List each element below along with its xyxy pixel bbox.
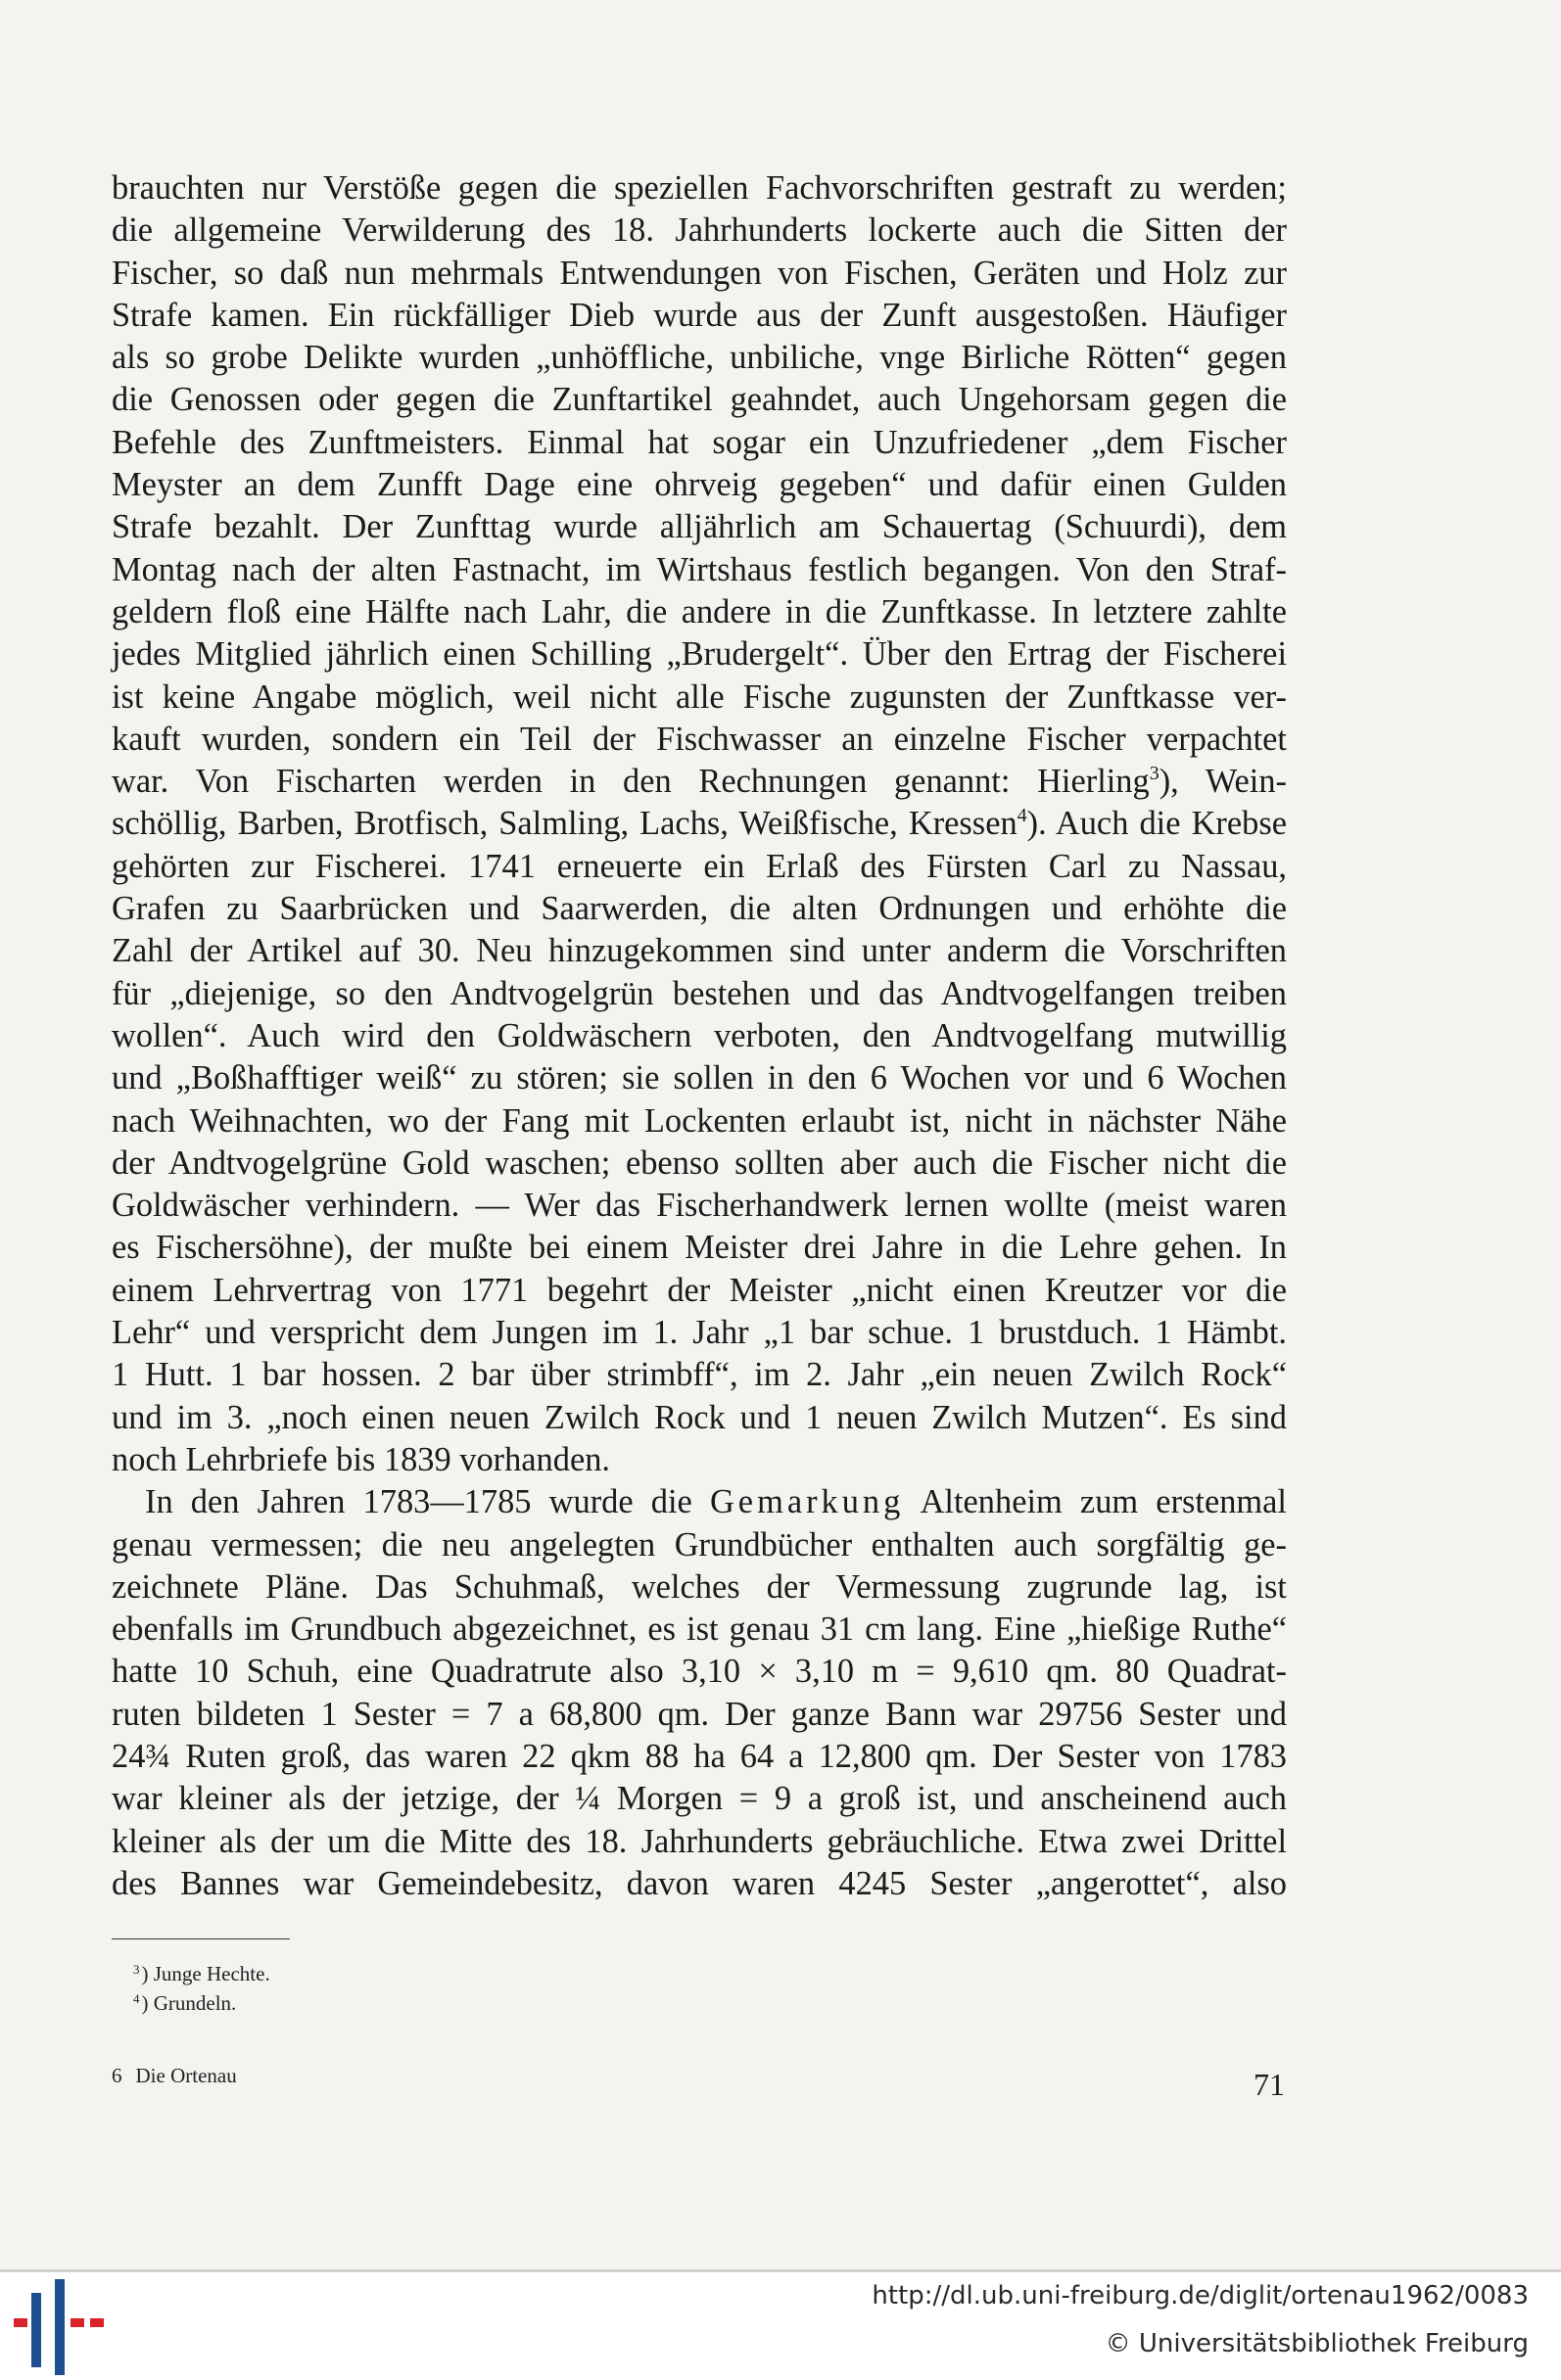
text-line: Strafe kamen. Ein rückfälliger Dieb wurde aus der Zunft ausgestoßen. Häufiger <box>112 296 1287 334</box>
text-line: die Genossen oder gegen die Zunftartikel geahndet, auch Ungehorsam gegen die <box>112 381 1287 419</box>
page-number: 71 <box>1254 2067 1285 2102</box>
footnote <box>133 1959 270 1988</box>
footnote-divider <box>112 1938 290 1939</box>
text-line: die allgemeine Verwilderung des 18. Jahrhunderts lockerte auch die Sitten der <box>112 211 1287 250</box>
text-line: Lehr“ und verspricht dem Jungen im 1. Jahr „1 bar schue. 1 brustduch. 1 Hämbt. <box>112 1314 1287 1352</box>
logo-dash-far-right <box>90 2318 104 2327</box>
text-line: genau vermessen; die neu angelegten Grundbücher enthalten auch sorgfältig ge- <box>112 1525 1287 1563</box>
text-segment: schöllig, Barben, Brotfisch, Salmling, Lachs, Weißfische, Kressen <box>112 805 1017 843</box>
body-text <box>112 167 1287 1905</box>
text-line: Befehle des Zunftmeisters. Einmal hat sogar ein Unzufriedener „dem Fischer <box>112 423 1287 461</box>
footnote-text: ) Grundeln. <box>141 1991 237 2015</box>
logo-dash-left <box>14 2318 27 2327</box>
text-segment: In den Jahren 1783—1785 wurde die <box>145 1483 692 1521</box>
text-line: 24¾ Ruten groß, das waren 22 qkm 88 ha 64 a 12,800 qm. Der Sester von 1783 <box>112 1737 1287 1775</box>
text-line: Fischer, so daß nun mehrmals Entwendungen von Fischen, Geräten und Holz zur <box>112 254 1287 292</box>
text-line: des Bannes war Gemeindebesitz, davon waren 4245 Sester „angerottet“, also <box>112 1864 1287 1902</box>
text-line: brauchten nur Verstöße gegen die speziellen Fachvorschriften gestraft zu werden; <box>112 169 1287 207</box>
footnote-number: 4 <box>133 1991 140 2006</box>
footnote-marker: 4 <box>1017 805 1027 827</box>
text-line: geldern floß eine Hälfte nach Lahr, die andere in die Zunftkasse. In letztere zahlte <box>112 592 1287 630</box>
footer-divider <box>0 2269 1561 2272</box>
text-segment: war. Von Fischarten werden in den Rechnungen genannt: Hierling <box>112 763 1150 801</box>
footnote-marker: 3 <box>1149 763 1159 785</box>
text-line: für „diejenige, so den Andtvogelgrün bestehen und das Andtvogelfangen treiben <box>112 974 1287 1012</box>
text-line: jedes Mitglied jährlich einen Schilling „Brudergelt“. Über den Ertrag der Fischerei <box>112 635 1287 674</box>
text-line: und „Boßhafftiger weiß“ zu stören; sie sollen in den 6 Wochen vor und 6 Wochen <box>112 1059 1287 1097</box>
footnote-text: ) Junge Hechte. <box>141 1962 270 1985</box>
logo-dash-right <box>71 2318 84 2327</box>
text-line: Zahl der Artikel auf 30. Neu hinzugekommen sind unter anderm die Vorschriften <box>112 932 1287 970</box>
text-line: zeichnete Pläne. Das Schuhmaß, welches der Vermessung zugrunde lag, ist <box>112 1567 1287 1606</box>
footnotes <box>133 1959 270 2018</box>
text-line: ist keine Angabe möglich, weil nicht alle Fische zugunsten der Zunftkasse ver- <box>112 677 1287 716</box>
text-line: kauft wurden, sondern ein Teil der Fischwasser an einzelne Fischer verpachtet <box>112 720 1287 758</box>
text-line: einem Lehrvertrag von 1771 begehrt der Meister „nicht einen Kreutzer vor die <box>112 1271 1287 1309</box>
logo-bar-center <box>55 2279 65 2375</box>
text-line: ruten bildeten 1 Sester = 7 a 68,800 qm. Der ganze Bann war 29756 Sester und <box>112 1695 1287 1733</box>
text-line: ebenfalls im Grundbuch abgezeichnet, es ist genau 31 cm lang. Eine „hießige Ruthe“ <box>112 1610 1287 1649</box>
text-segment: Altenheim zum erstenmal <box>904 1483 1287 1521</box>
library-logo-icon <box>14 2279 108 2375</box>
text-line: Strafe bezahlt. Der Zunfttag wurde alljährlich am Schauertag (Schuurdi), dem <box>112 508 1287 546</box>
text-line: hatte 10 Schuh, eine Quadratrute also 3,10 × 3,10 m = 9,610 qm. 80 Quadrat- <box>112 1653 1287 1691</box>
footnote-number: 3 <box>133 1962 140 1977</box>
text-line: noch Lehrbriefe bis 1839 vorhanden. <box>112 1440 611 1478</box>
text-segment: ), Wein- <box>1159 763 1287 801</box>
text-line: wollen“. Auch wird den Goldwäschern verboten, den Andtvogelfang mutwillig <box>112 1016 1287 1054</box>
text-segment: ). Auch die Krebse <box>1026 805 1287 843</box>
signature-number: 6 <box>112 2064 122 2087</box>
text-line: gehörten zur Fischerei. 1741 erneuerte ein Erlaß des Fürsten Carl zu Nassau, <box>112 847 1287 885</box>
text-line: es Fischersöhne), der mußte bei einem Meister drei Jahre in die Lehre gehen. In <box>112 1229 1287 1267</box>
text-line: Grafen zu Saarbrücken und Saarwerden, die alten Ordnungen und erhöhte die <box>112 890 1287 928</box>
text-line: Montag nach der alten Fastnacht, im Wirtshaus festlich begangen. Von den Straf- <box>112 550 1287 588</box>
spaced-emphasis: Gemarkung <box>709 1483 905 1521</box>
text-line: war kleiner als der jetzige, der ¼ Morgen = 9 a groß ist, und anscheinend auch <box>112 1780 1287 1818</box>
footnote <box>133 1988 270 2018</box>
text-line: Goldwäscher verhindern. — Wer das Fischerhandwerk lernen wollte (meist waren <box>112 1187 1287 1225</box>
text-line <box>112 803 1287 845</box>
text-line <box>112 761 1287 803</box>
copyright-notice: © Universitätsbibliothek Freiburg <box>1105 2329 1529 2358</box>
text-line: der Andtvogelgrüne Gold waschen; ebenso sollten aber auch die Fischer nicht die <box>112 1143 1287 1182</box>
text-line: 1 Hutt. 1 bar hossen. 2 bar über strimbff“, im 2. Jahr „ein neuen Zwilch Rock“ <box>112 1356 1287 1394</box>
text-line <box>112 1481 1287 1523</box>
text-line: Meyster an dem Zunfft Dage eine ohrveig gegeben“ und dafür einen Gulden <box>112 466 1287 504</box>
permalink-url[interactable]: http://dl.ub.uni-freiburg.de/diglit/ortenau1962/0083 <box>872 2281 1529 2310</box>
text-line: und im 3. „noch einen neuen Zwilch Rock und 1 neuen Zwilch Mutzen“. Es sind <box>112 1398 1287 1436</box>
text-line: als so grobe Delikte wurden „unhöffliche, unbiliche, vnge Birliche Rötten“ gegen <box>112 339 1287 377</box>
text-line: kleiner als der um die Mitte des 18. Jahrhunderts gebräuchliche. Etwa zwei Drittel <box>112 1822 1287 1860</box>
signature-title: Die Ortenau <box>135 2064 237 2087</box>
logo-bar-left <box>31 2293 41 2367</box>
text-line: nach Weihnachten, wo der Fang mit Lockenten erlaubt ist, nicht in nächster Nähe <box>112 1101 1287 1140</box>
signature-mark <box>112 2064 251 2088</box>
